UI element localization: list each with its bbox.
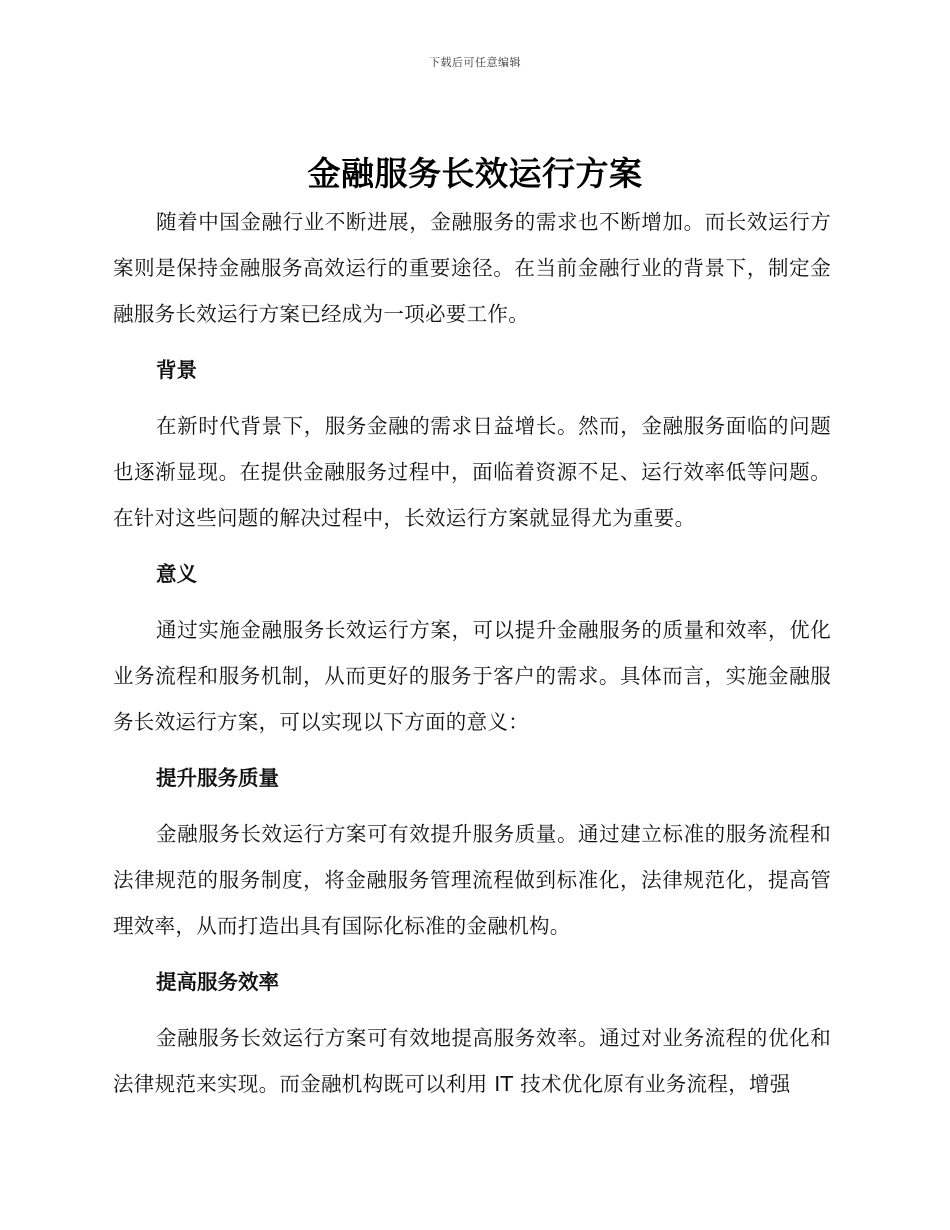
intro-paragraph: 随着中国金融行业不断进展，金融服务的需求也不断增加。而长效运行方案则是保持金融服务高效运行的重要途径。在当前金融行业的背景下，制定金融服务长效运行方案已经成为一项必要工作。 [113, 210, 831, 326]
section-paragraph-service-efficiency: 金融服务长效运行方案可有效地提高服务效率。通过对业务流程的优化和法律规范来实现。而金融机构既可以利用 IT 技术优化原有业务流程，增强 [113, 1026, 831, 1096]
header-note: 下载后可任意编辑 [429, 56, 521, 69]
section-paragraph-service-quality: 金融服务长效运行方案可有效提升服务质量。通过建立标准的服务流程和法律规范的服务制度，将金融服务管理流程做到标准化，法律规范化，提高管理效率，从而打造出具有国际化标准的金融机构。 [113, 822, 831, 938]
section-heading-service-efficiency: 提高服务效率 [156, 970, 279, 994]
document-title: 金融服务长效运行方案 [307, 154, 643, 193]
section-paragraph-background: 在新时代背景下，服务金融的需求日益增长。然而，金融服务面临的问题也逐渐显现。在提供金融服务过程中，面临着资源不足、运行效率低等问题。在针对这些问题的解决过程中，长效运行方案就显得尤为重要。 [113, 414, 831, 530]
section-heading-service-quality: 提升服务质量 [156, 766, 279, 790]
section-paragraph-significance: 通过实施金融服务长效运行方案，可以提升金融服务的质量和效率，优化业务流程和服务机制，从而更好的服务于客户的需求。具体而言，实施金融服务长效运行方案，可以实现以下方面的意义： [113, 618, 831, 734]
document-body [113, 199, 831, 1107]
section-heading-significance: 意义 [156, 562, 197, 586]
section-heading-background: 背景 [156, 358, 197, 382]
